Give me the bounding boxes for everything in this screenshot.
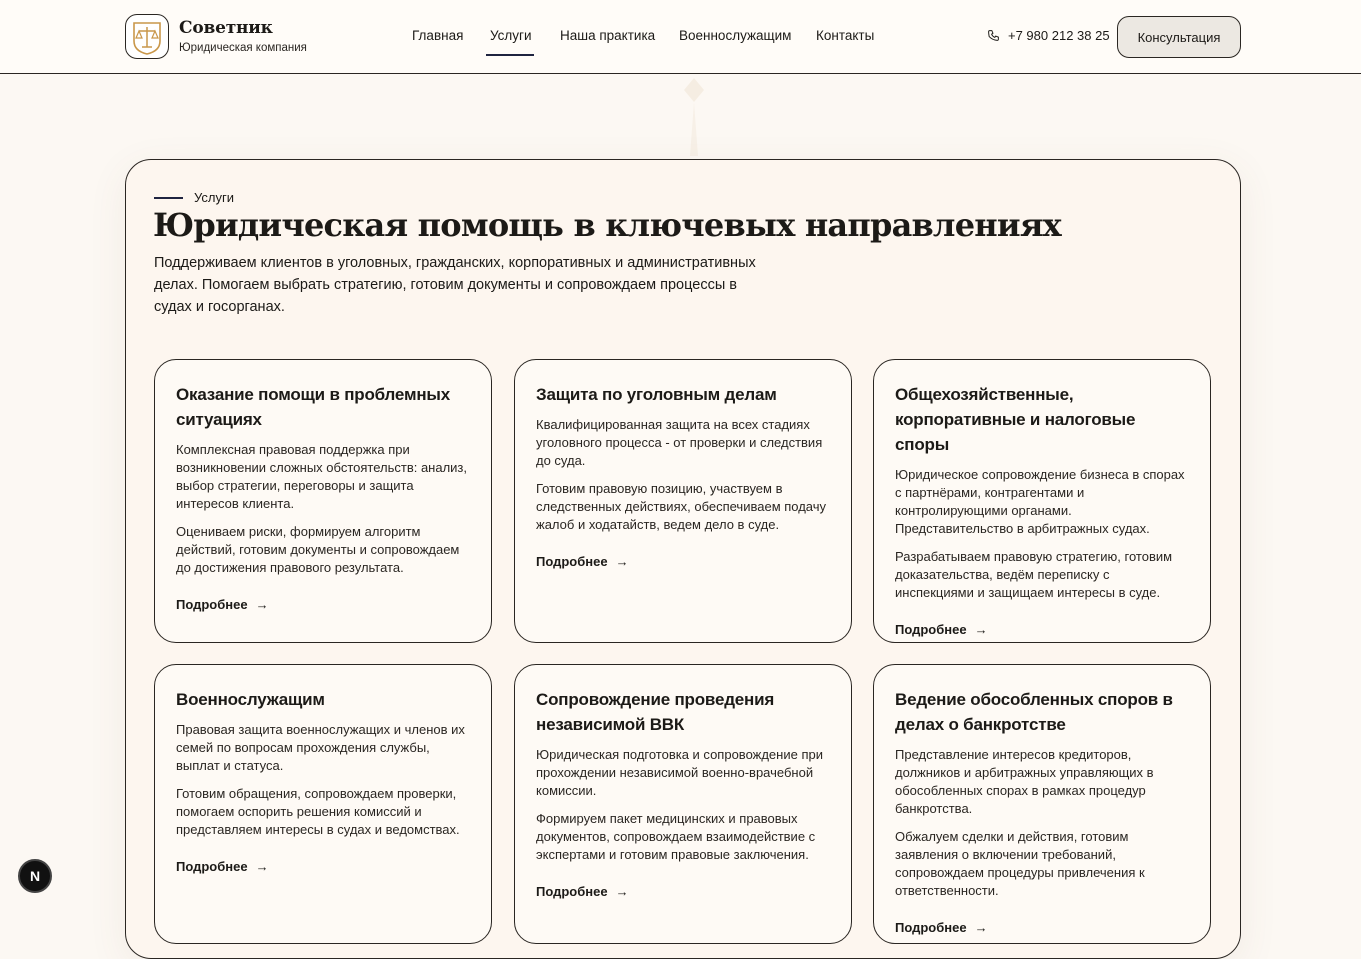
more-link-label: Подробнее bbox=[895, 622, 967, 637]
more-link-label: Подробнее bbox=[176, 859, 248, 874]
card-details: Готовим правовую позицию, участвуем в следственных действиях, обеспечиваем подачу жалоб и ходатайств, ведем дело в суде. bbox=[536, 481, 827, 532]
more-link[interactable] bbox=[536, 884, 830, 899]
card-title: Оказание помощи в проблемных ситуациях bbox=[176, 385, 450, 429]
card-description: Юридическая подготовка и сопровождение при прохождении независимой военно-врачебной комиссии. bbox=[536, 747, 823, 798]
consultation-button[interactable]: Консультация bbox=[1117, 16, 1241, 58]
more-link[interactable] bbox=[895, 920, 1189, 935]
more-link[interactable] bbox=[895, 622, 1189, 637]
nav-item-services[interactable]: Услуги bbox=[490, 28, 532, 43]
service-card-vvk[interactable] bbox=[514, 664, 852, 944]
nav-item-military[interactable]: Военнослужащим bbox=[679, 28, 792, 43]
card-details: Оцениваем риски, формируем алгоритм действий, готовим документы и сопровождаем до достижения правового результата. bbox=[176, 524, 460, 575]
arrow-right-icon: → bbox=[974, 920, 988, 935]
card-title: Общехозяйственные, корпоративные и налоговые споры bbox=[895, 385, 1136, 454]
dev-tools-badge[interactable]: N bbox=[18, 859, 52, 893]
more-link[interactable] bbox=[176, 859, 470, 874]
site-header bbox=[0, 0, 1361, 74]
card-details: Разрабатываем правовую стратегию, готовим доказательства, ведём переписку с инспекциями и защищаем интересы в суде. bbox=[895, 549, 1173, 600]
arrow-right-icon: → bbox=[615, 554, 629, 569]
more-link-label: Подробнее bbox=[176, 597, 248, 612]
logo[interactable] bbox=[125, 14, 169, 59]
card-details: Формируем пакет медицинских и правовых документов, сопровождаем взаимодействие с экспертами и готовим правовые заключения. bbox=[536, 811, 816, 862]
more-link-label: Подробнее bbox=[536, 554, 608, 569]
card-description: Юридическое сопровождение бизнеса в спорах с партнёрами, контрагентами и контролирующими органами. Представительство в арбитражных судах. bbox=[895, 467, 1185, 536]
card-title: Ведение обособленных споров в делах о банкротстве bbox=[895, 690, 1173, 734]
section-lead: Поддерживаем клиентов в уголовных, гражданских, корпоративных и административных делах. Помогаем выбрать стратегию, готовим документы и сопровождаем процессы в судах и госорганах. bbox=[154, 255, 756, 315]
service-card-military[interactable] bbox=[154, 664, 492, 944]
arrow-right-icon: → bbox=[974, 622, 988, 637]
card-description: Представление интересов кредиторов, должников и арбитражных управляющих в обособленных спорах в рамках процедур банкротства. bbox=[895, 747, 1154, 816]
card-details: Готовим обращения, сопровождаем проверки, помогаем оспорить решения комиссий и представляем интересы в судах и ведомствах. bbox=[176, 786, 460, 837]
card-title: Военнослужащим bbox=[176, 690, 325, 709]
phone-icon bbox=[987, 29, 1000, 42]
card-description: Комплексная правовая поддержка при возникновении сложных обстоятельств: анализ, выбор стратегии, переговоры и защита интересов клиента. bbox=[176, 442, 468, 511]
nav-item-home[interactable]: Главная bbox=[412, 28, 464, 43]
section-eyebrow: Услуги bbox=[194, 190, 234, 205]
service-card-criminal-defense[interactable] bbox=[514, 359, 852, 643]
scales-logo-icon bbox=[130, 19, 164, 55]
section-title: Юридическая помощь в ключевых направлениях bbox=[153, 206, 1061, 244]
card-title: Сопровождение проведения независимой ВВК bbox=[536, 690, 775, 734]
active-nav-indicator bbox=[486, 54, 534, 56]
service-card-problem-situations[interactable] bbox=[154, 359, 492, 643]
nav-item-practice[interactable]: Наша практика bbox=[560, 28, 656, 43]
card-description: Правовая защита военнослужащих и членов их семей по вопросам прохождения службы, выплат и статуса. bbox=[176, 722, 465, 773]
arrow-right-icon: → bbox=[255, 597, 269, 612]
eyebrow-line bbox=[154, 197, 183, 199]
nav-item-contacts[interactable]: Контакты bbox=[816, 28, 875, 43]
card-title: Защита по уголовным делам bbox=[536, 385, 777, 404]
more-link-label: Подробнее bbox=[536, 884, 608, 899]
card-description: Квалифицированная защита на всех стадиях уголовного процесса - от проверки и следствия до суда. bbox=[536, 417, 823, 468]
service-card-corporate-tax[interactable] bbox=[873, 359, 1211, 643]
arrow-right-icon: → bbox=[615, 884, 629, 899]
arrow-right-icon: → bbox=[255, 859, 269, 874]
phone-number: +7 980 212 38 25 bbox=[1008, 28, 1110, 43]
decorative-ornament-icon bbox=[664, 78, 724, 156]
more-link[interactable] bbox=[536, 554, 830, 569]
more-link[interactable] bbox=[176, 597, 470, 612]
more-link-label: Подробнее bbox=[895, 920, 967, 935]
brand-subtitle: Юридическая компания bbox=[179, 42, 307, 54]
brand-name: Советник bbox=[179, 18, 273, 38]
card-details: Обжалуем сделки и действия, готовим заявления о включении требований, сопровождаем процедуры привлечения к ответственности. bbox=[895, 829, 1145, 898]
phone-link[interactable] bbox=[987, 28, 1110, 43]
service-card-bankruptcy[interactable] bbox=[873, 664, 1211, 944]
